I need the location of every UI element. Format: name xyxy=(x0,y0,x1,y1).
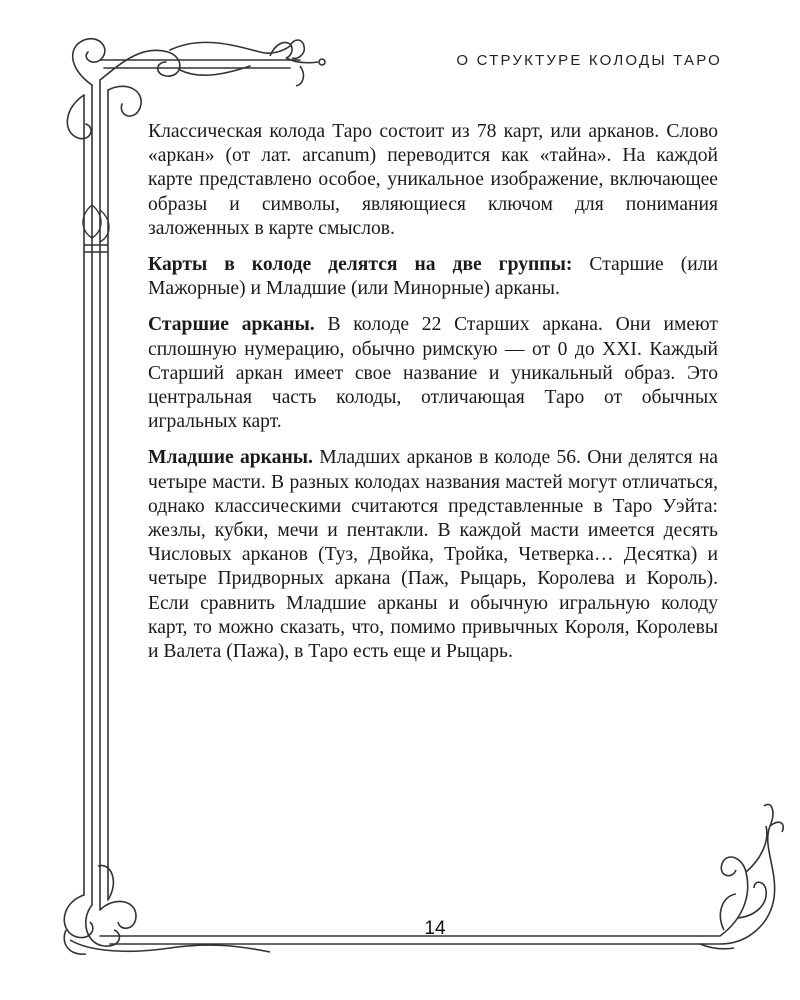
paragraph-groups xyxy=(148,253,718,301)
paragraph-lead: Карты в колоде делятся на две группы: xyxy=(148,254,573,276)
paragraph-minor-arcana xyxy=(148,446,718,664)
corner-flourish-icon xyxy=(700,804,783,948)
paragraph-lead: Младшие арканы. xyxy=(148,447,313,469)
paragraph-text: В колоде 22 Старших аркана. Они имеют сплошную нумерацию, обычно римскую — от 0 до XXI. Каждый Старший аркан имеет свое название и уникальный образ. Это центральная часть колоды, отличающая Таро от обычных игральных карт. xyxy=(148,314,718,433)
paragraph-intro xyxy=(148,120,718,241)
paragraph-major-arcana xyxy=(148,313,718,434)
paragraph-text: Классическая колода Таро состоит из 78 карт, или арканов. Слово «аркан» (от лат. arcanum) переводится как «тайна». На каждой карте представлено особое, уникальное изображение, включающее образы и символы, являющиеся ключом для понимания заложенных в карте смыслов. xyxy=(148,121,718,239)
body-text xyxy=(148,120,718,676)
page-number: 14 xyxy=(424,918,446,939)
paragraph-text: Старшие (или Мажорные) и Младшие (или Минорные) арканы. xyxy=(148,254,718,300)
fleur-de-lis-icon xyxy=(270,40,325,86)
running-header: О СТРУКТУРЕ КОЛОДЫ ТАРО xyxy=(456,52,722,69)
paragraph-lead: Старшие арканы. xyxy=(148,314,315,336)
paragraph-text: Младших арканов в колоде 56. Они делятся на четыре масти. В разных колодах названия мастей могут отличаться, однако классическими считаются представленные в Таро Уэйта: жезлы, кубки, мечи и пентакли. В каждой масти имеется десять Числовых арканов (Туз, Двойка, Тройка, Четверка… Десятка) и четыре Придворных аркана (Паж, Рыцарь, Королева и Король). Если сравнить Младшие арканы и обычную игральную колоду карт, то можно сказать, что, помимо привычных Короля, Королевы и Валета (Пажа), в Таро есть еще и Рыцарь. xyxy=(148,447,719,663)
